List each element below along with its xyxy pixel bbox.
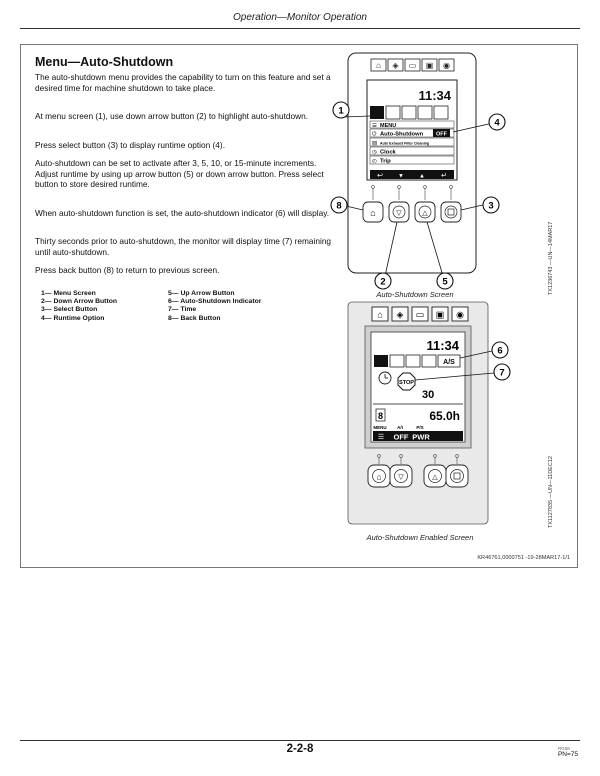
clock-icon: ◷ [372, 149, 377, 156]
tractor-icon [374, 355, 388, 367]
paragraph-step-1: At menu screen (1), use down arrow button (2) to highlight auto-shutdown. [35, 111, 309, 121]
up-arrow-icon: △ [422, 210, 428, 217]
up-arrow-icon: △ [432, 474, 438, 481]
softkey-label-ai: A/I [397, 425, 403, 430]
paragraph-step-5: Thirty seconds prior to auto-shutdown, the monitor will display time (7) remaining until auto-shutdown. [35, 236, 332, 257]
paragraph-step-6: Press back button (8) to return to previous screen. [35, 265, 220, 275]
svg-text:⌂: ⌂ [376, 61, 381, 70]
back-softkey-icon: ↩ [377, 172, 383, 180]
page-code-main: PN=75 [557, 751, 578, 758]
svg-text:◈: ◈ [396, 309, 404, 320]
indicator-lights-row [371, 59, 454, 71]
status-slot [418, 106, 432, 119]
status-slot [386, 106, 400, 119]
select-softkey-icon: ↵ [441, 172, 447, 180]
stop-label: STOP [399, 380, 414, 386]
paragraph-step-3: Auto-shutdown can be set to activate after 3, 5, 10, or 15-minute increments. Adjust runtime by using up arrow button (5) or down arrow button. Press select button to store desired runtime. [35, 158, 324, 190]
softkey-value-pwr: PWR [412, 432, 430, 442]
status-slot [402, 106, 416, 119]
softkey-label-menu: MENU [373, 425, 387, 430]
figure2-caption: Auto-Shutdown Enabled Screen [366, 533, 474, 542]
svg-text:▣: ▣ [425, 61, 434, 70]
paragraph-step-2: Press select button (3) to display runtime option (4). [35, 140, 225, 150]
callout-2: 2 [380, 276, 386, 288]
back-button-icon: ⌂ [376, 472, 382, 482]
svg-text:▭: ▭ [415, 309, 425, 320]
svg-text:◉: ◉ [443, 61, 450, 70]
status-slot [434, 106, 448, 119]
status-slot [422, 355, 436, 367]
menu-softkey-icon: ☰ [377, 434, 385, 441]
callout-4: 4 [494, 117, 500, 129]
legend-item: 4— Runtime Option [41, 314, 105, 322]
running-header: Operation—Monitor Operation [233, 12, 367, 23]
down-arrow-icon: ▽ [396, 210, 402, 217]
status-slot [390, 355, 404, 367]
status-slot [406, 355, 420, 367]
page-code [558, 746, 578, 758]
document-reference: KR46761,0000751 -19-28MAR17-1/1 [477, 555, 570, 561]
auto-shutdown-icon: ⏻ [372, 131, 377, 138]
engine-hours: 65.0h [429, 409, 460, 423]
legend-item: 8— Back Button [168, 314, 221, 322]
menu-item-trip[interactable]: Trip [380, 158, 391, 165]
legend-item: 3— Select Button [41, 306, 98, 314]
trip-icon: ◴ [372, 158, 377, 165]
clock-readout: 11:34 [426, 338, 459, 353]
select-button[interactable] [446, 465, 468, 487]
svg-text:▭: ▭ [408, 61, 417, 70]
softkey-value-off: OFF [393, 432, 409, 442]
svg-text:◈: ◈ [392, 61, 399, 70]
auto-shutdown-enabled-figure [340, 300, 540, 530]
callout-8: 8 [336, 200, 342, 212]
down-arrow-icon: ▽ [398, 474, 404, 481]
up-arrow-button[interactable] [424, 465, 446, 487]
indicator-lights-row [372, 307, 468, 321]
paragraph-step-4: When auto-shutdown function is set, the auto-shutdown indicator (6) will display. [35, 208, 330, 218]
figure1-id: TX1236743 —UN—14MAR17 [548, 221, 554, 295]
callout-5: 5 [442, 276, 448, 288]
softkey-label-ps: P/S [416, 425, 424, 430]
callout-markers [492, 342, 510, 380]
back-button-icon: ⌂ [370, 208, 376, 218]
callout-7: 7 [499, 367, 505, 379]
menu-icon: ☰ [372, 123, 377, 129]
time-remaining: 30 [422, 389, 435, 401]
legend-item: 6— Auto-Shutdown Indicator [168, 298, 262, 306]
down-softkey-icon: ▼ [398, 173, 404, 180]
svg-text:⌂: ⌂ [377, 309, 383, 320]
legend-item: 7— Time [168, 306, 197, 314]
down-arrow-button[interactable] [390, 465, 412, 487]
clock-readout: 11:34 [418, 88, 451, 103]
auto-shutdown-screen-figure [325, 50, 525, 295]
page-code-small: RG58 [557, 746, 570, 751]
page-number: 2-2-8 [286, 743, 314, 755]
tractor-icon [370, 106, 384, 119]
menu-item-auto-shutdown[interactable]: Auto-Shutdown [380, 131, 424, 138]
svg-text:▣: ▣ [435, 309, 445, 320]
figure2-id: TX1127835 —UN—11DEC12 [548, 456, 554, 528]
callout-6: 6 [497, 345, 503, 357]
legend-item: 5— Up Arrow Button [168, 290, 235, 297]
up-arrow-button[interactable] [415, 202, 435, 222]
section-title: Menu—Auto-Shutdown [35, 55, 174, 69]
menu-item-clock[interactable]: Clock [380, 149, 396, 156]
back-button[interactable] [363, 202, 383, 222]
runtime-option-value: OFF [436, 131, 447, 138]
down-arrow-button[interactable] [389, 202, 409, 222]
filter-icon: ▤ [372, 140, 378, 147]
callout-1: 1 [338, 105, 344, 117]
menu-list [370, 121, 454, 165]
footer-rule [20, 740, 580, 741]
back-button[interactable] [368, 465, 390, 487]
up-softkey-icon: ▲ [419, 173, 425, 180]
legend-item: 2— Down Arrow Button [41, 298, 118, 306]
figure1-caption: Auto-Shutdown Screen [376, 290, 454, 299]
paragraph-intro: The auto-shutdown menu provides the capability to turn on this feature and set a desired time for machine shutdown to take place. [35, 72, 331, 93]
select-button[interactable] [441, 202, 461, 222]
menu-item-exhaust-filter[interactable]: Auto Exhaust Filter Cleaning [380, 141, 430, 146]
callout-3: 3 [488, 200, 494, 212]
auto-shutdown-indicator-text: A/S [443, 359, 455, 366]
header-rule [20, 28, 580, 29]
svg-text:◉: ◉ [456, 309, 464, 320]
hours-digit: 8 [377, 411, 384, 421]
legend-item: 1— Menu Screen [41, 290, 96, 297]
menu-title: MENU [380, 123, 397, 129]
